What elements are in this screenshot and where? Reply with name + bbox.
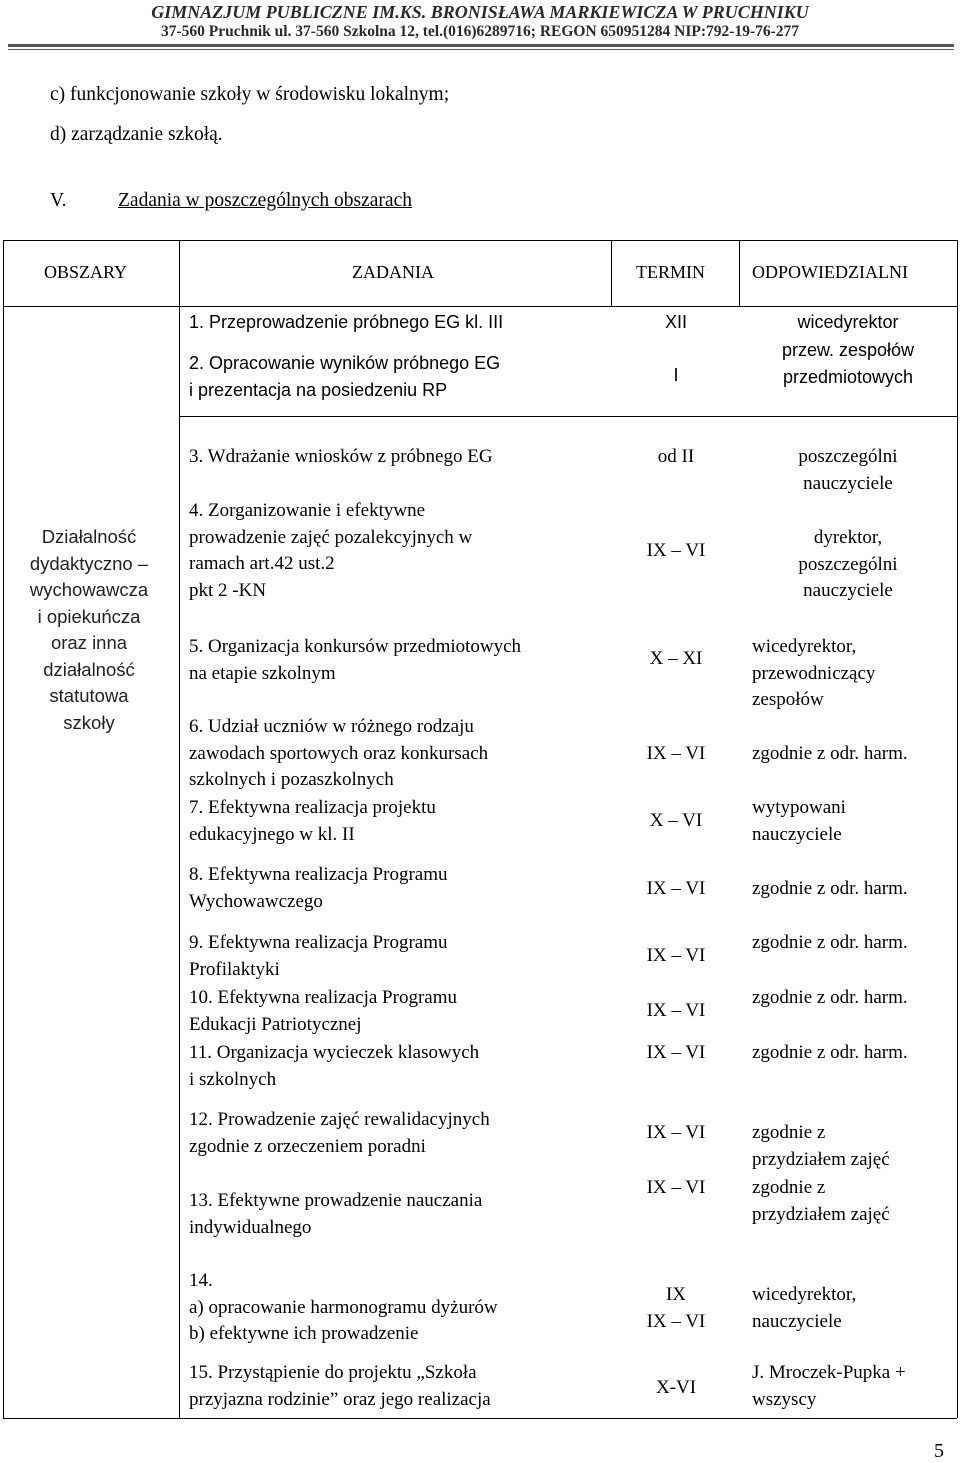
task-cell [189, 714, 488, 794]
task-line: Edukacji Patriotycznej [189, 1013, 362, 1035]
responsible-cell [738, 337, 958, 390]
term-cell [616, 741, 736, 768]
responsible-line: zgodnie z odr. harm. [752, 743, 908, 764]
responsible-line: nauczyciele [752, 1310, 842, 1332]
responsible-line: zgodnie z odr. harm. [752, 1042, 908, 1063]
header-odpowiedzialni: ODPOWIEDZIALNI [752, 262, 908, 282]
term-cell [616, 1375, 736, 1402]
list-item-c: c) funkcjonowanie szkoły w środowisku lokalnym; [50, 84, 450, 105]
table-border [957, 240, 958, 1418]
term-cell [616, 808, 736, 835]
term-cell [616, 1120, 736, 1147]
area-line: statutowa [49, 685, 129, 706]
task-line: edukacyjnego w kl. II [189, 823, 355, 845]
task-line: zawodach sportowych oraz konkursach [189, 742, 489, 764]
responsible-line: nauczyciele [803, 580, 893, 601]
table-border [3, 240, 957, 241]
task-line: 14. [189, 1270, 213, 1291]
term-cell [616, 444, 736, 471]
task-line: 13. Efektywne prowadzenie nauczania [189, 1190, 483, 1211]
term-value: IX – VI [646, 540, 706, 561]
task-line: 9. Efektywna realizacja Programu [189, 932, 448, 953]
responsible-line: wicedyrektor, [752, 636, 857, 657]
header-divider [8, 44, 954, 47]
responsible-line: przewodniczący [752, 662, 876, 684]
task-line: przyjazna rodzinie” oraz jego realizacja [189, 1388, 491, 1410]
task-line: 7. Efektywna realizacja projektu [189, 797, 436, 818]
task-line: 5. Organizacja konkursów przedmiotowych [189, 636, 522, 657]
task-cell [189, 1188, 482, 1241]
responsible-cell [752, 1360, 906, 1413]
responsible-line: przydziałem zajęć [752, 1203, 890, 1225]
task-line: 12. Prowadzenie zajęć rewalidacyjnych [189, 1109, 490, 1130]
responsible-cell [752, 1175, 890, 1228]
term-value: IX [665, 1284, 687, 1305]
responsible-cell [752, 634, 875, 714]
term-value: IX – VI [646, 1042, 706, 1063]
school-name: GIMNAZJUM PUBLICZNE IM.KS. BRONISŁAWA MARKIEWICZA W PRUCHNIKU [151, 2, 809, 22]
table-border [3, 240, 4, 1418]
term-cell [616, 876, 736, 903]
responsible-line: J. Mroczek-Pupka + [752, 1362, 906, 1383]
responsible-cell [752, 985, 908, 1012]
term-value: I [673, 365, 679, 385]
responsible-line: poszczególni [798, 446, 898, 467]
responsible-cell [752, 876, 908, 903]
term-value: X – XI [649, 648, 703, 669]
responsible-line: nauczyciele [752, 823, 842, 845]
table-border [739, 240, 740, 306]
task-line: i prezentacja na posiedzeniu RP [189, 379, 448, 400]
area-line: Działalność [41, 526, 137, 547]
term-cell [616, 1040, 736, 1067]
term-value: IX – VI [646, 1310, 706, 1332]
area-line: szkoły [63, 711, 115, 733]
task-line: indywidualnego [189, 1216, 312, 1238]
term-cell [616, 1175, 736, 1202]
header-termin: TERMIN [636, 262, 705, 282]
responsible-line: wicedyrektor, [752, 1284, 857, 1305]
term-value: X-VI [655, 1377, 697, 1398]
task-cell [189, 1107, 490, 1160]
task-cell [189, 444, 493, 471]
task-cell [189, 498, 472, 604]
area-line: oraz inna [50, 632, 128, 653]
table-border [3, 1418, 957, 1419]
area-line: dydaktyczno – [29, 552, 149, 574]
responsible-line: przydziałem zajęć [752, 1148, 890, 1170]
task-cell [189, 1360, 491, 1413]
table-border [179, 416, 957, 417]
responsible-cell [752, 741, 908, 768]
area-label [4, 524, 174, 736]
responsible-line: przedmiotowych [782, 366, 914, 387]
responsible-cell [738, 309, 958, 336]
header-obszary: OBSZARY [44, 262, 128, 282]
term-cell [616, 998, 736, 1025]
task-line: a) opracowanie harmonogramu dyżurów [189, 1296, 498, 1318]
term-value: X – VI [649, 810, 703, 831]
term-value: IX – VI [646, 1122, 706, 1143]
responsible-line: zgodnie z odr. harm. [752, 987, 908, 1008]
responsible-line: wicedyrektor [797, 312, 899, 332]
task-line: 11. Organizacja wycieczek klasowych [189, 1042, 480, 1063]
responsible-cell [738, 525, 958, 605]
task-line: 6. Udział uczniów w różnego rodzaju [189, 716, 474, 737]
task-line: zgodnie z orzeczeniem poradni [189, 1135, 426, 1157]
responsible-line: zgodnie z [752, 1177, 826, 1198]
responsible-line: zespołów [752, 689, 824, 710]
page-number: 5 [934, 1440, 944, 1462]
term-value: od II [657, 446, 695, 467]
task-line: Wychowawczego [189, 890, 323, 912]
task-line: 2. Opracowanie wyników próbnego EG [189, 353, 501, 373]
task-line: 15. Przystąpienie do projektu „Szkoła [189, 1362, 477, 1383]
task-cell [189, 1268, 498, 1348]
responsible-line: poszczególni [798, 553, 898, 575]
task-line: 3. Wdrażanie wniosków z próbnego EG [189, 446, 493, 467]
task-line: szkolnych i pozaszkolnych [189, 769, 394, 790]
responsible-cell [752, 795, 846, 848]
responsible-line: przew. zespołów [781, 340, 915, 360]
task-line: Profilaktyki [189, 958, 280, 980]
section-number: V. [50, 190, 67, 211]
term-cell [616, 646, 736, 673]
term-value: IX – VI [646, 743, 706, 764]
term-cell [616, 1282, 736, 1335]
task-cell [189, 985, 457, 1038]
responsible-line: wytypowani [752, 797, 846, 818]
responsible-line: wszyscy [752, 1388, 817, 1410]
table-border [3, 306, 957, 307]
responsible-line: zgodnie z odr. harm. [752, 932, 908, 953]
area-line: i opiekuńcza [37, 605, 141, 627]
task-line: prowadzenie zajęć pozalekcyjnych w [189, 526, 473, 548]
task-cell [189, 634, 521, 687]
task-cell [189, 1040, 479, 1093]
term-cell [616, 943, 736, 970]
area-line: wychowawcza [29, 579, 149, 600]
term-cell [616, 538, 736, 565]
responsible-line: zgodnie z odr. harm. [752, 878, 908, 899]
responsible-cell [752, 1120, 890, 1173]
term-value: IX – VI [646, 1000, 706, 1021]
task-line: pkt 2 -KN [189, 579, 267, 601]
task-line: ramach art.42 ust.2 [189, 553, 335, 574]
list-item-d: d) zarządzanie szkołą. [50, 124, 223, 145]
task-cell [189, 930, 448, 983]
header-divider-thin [8, 49, 954, 50]
school-address: 37-560 Pruchnik ul. 37-560 Szkolna 12, tel.(016)6289716; REGON 650951284 NIP:792-19-76-277 [160, 23, 800, 40]
responsible-cell [752, 1040, 908, 1067]
responsible-line: nauczyciele [803, 472, 893, 494]
task-line: 10. Efektywna realizacja Programu [189, 987, 457, 1008]
term-value: IX – VI [646, 1177, 706, 1198]
task-line: 1. Przeprowadzenie próbnego EG kl. III [189, 312, 504, 332]
term-value: XII [664, 312, 687, 332]
task-line: 8. Efektywna realizacja Programu [189, 864, 448, 885]
task-cell [189, 309, 503, 336]
term-cell [616, 309, 736, 336]
task-line: i szkolnych [189, 1068, 277, 1090]
task-cell [189, 350, 500, 403]
task-line: na etapie szkolnym [189, 662, 336, 684]
area-line: działalność [43, 658, 135, 680]
term-value: IX – VI [646, 878, 706, 899]
task-cell [189, 862, 448, 915]
task-line: 4. Zorganizowanie i efektywne [189, 500, 426, 521]
responsible-cell [738, 444, 958, 497]
header-zadania: ZADANIA [352, 262, 434, 282]
section-title: Zadania w poszczególnych obszarach [118, 190, 412, 211]
term-cell [616, 362, 736, 389]
task-line: b) efektywne ich prowadzenie [189, 1323, 419, 1344]
responsible-line: zgodnie z [752, 1122, 826, 1143]
table-border [611, 240, 612, 306]
term-value: IX – VI [646, 945, 706, 966]
responsible-cell [752, 1282, 856, 1335]
responsible-cell [752, 930, 908, 957]
task-cell [189, 795, 436, 848]
responsible-line: dyrektor, [813, 527, 883, 548]
